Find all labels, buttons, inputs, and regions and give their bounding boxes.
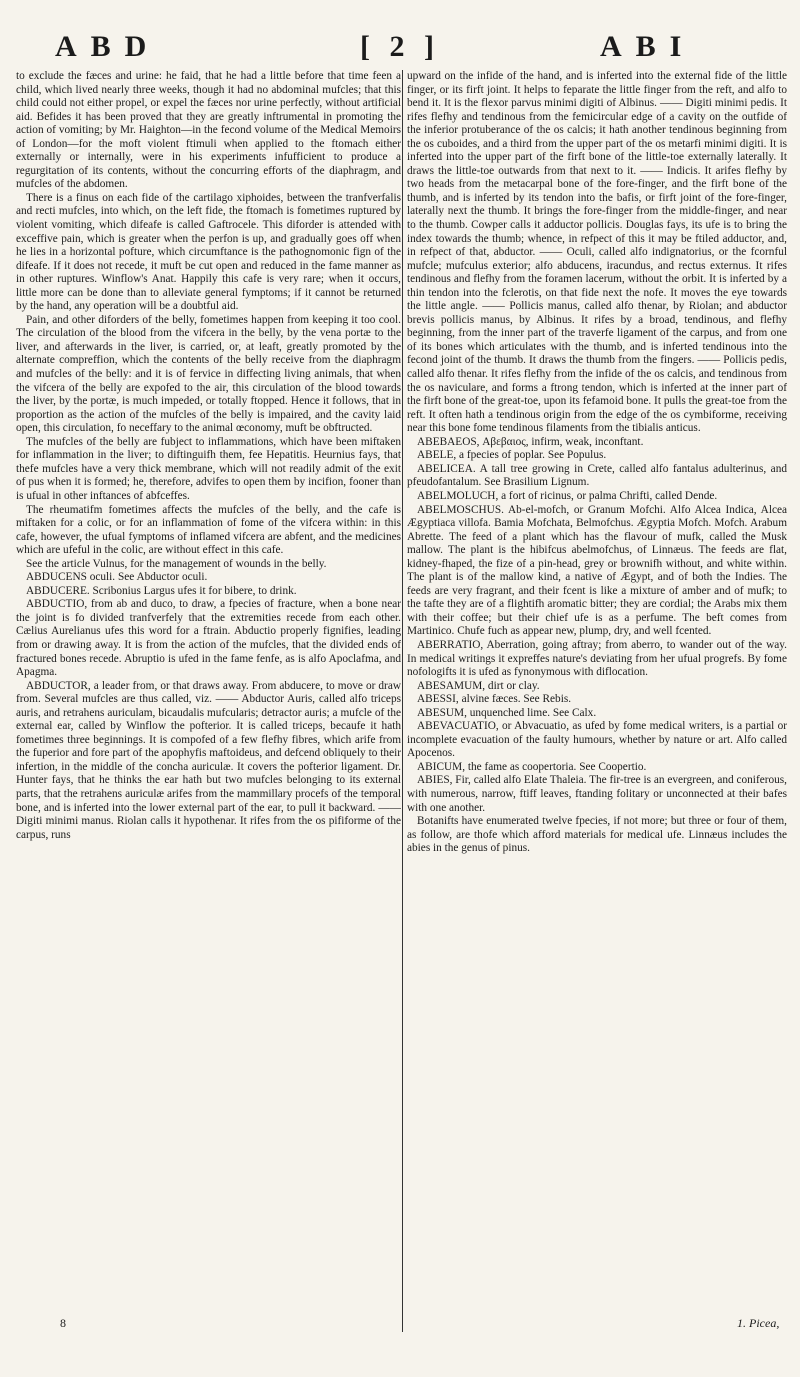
catchword: 1. Picea, [737,1316,780,1330]
entry-abicum: ABICUM, the fame as coopertoria. See Coopertio. [417,760,647,773]
paragraph: The rheumatifm fometimes affects the mufcles of the belly, and the cafe is miftaken for a colic, or for an inflammation of fome of the vifcera within: in this cafe, however, the ufual fymptoms of inflamed vifcera are abfent, and the medicines which are ufeful in the colic, are without effect in this cafe. [16,503,401,557]
paragraph: Botanifts have enumerated twelve fpecies, if not more; but three or four of them, as follow, are thofe which afford materials for medical ufe. Linnæus includes the abies in the genus of pinus. [407,815,787,855]
page-header [0,8,800,68]
paragraph: The mufcles of the belly are fubject to inflammations, which have been miftaken for inflammation in the liver; to diftinguifh them, fee Hepatitis. Heurnius fays, that thefe mufcles have a very thick membrane, which will not readily admit of the exit of pus when it is formed; he, therefore, advifes to open them by incifion, fooner than is ufual in other inftances of abfceffes. [16,435,401,502]
entry-abductio: ABDUCTIO, from ab and duco, to draw, a fpecies of fracture, when a bone near the joint is fo divided tranfverfely that the extremities recede from each other. Cælius Aurelianus ufes this word for a ftrain. Abductio properly fignifies, leading from or drawing away. It is from the action of the mufcles, that the divided ends of fractured bones recede. Abruptio is ufed in the fame fenfe, as is alfo Apoclafma, and Apagma. [16,598,401,679]
entry-abebaeos: ABEBAEOS, Αβεβαιος, infirm, weak, inconftant. [417,435,644,448]
paragraph: Pain, and other diforders of the belly, fometimes happen from keeping it too cool. The circulation of the blood from the vifcera in the belly, by the vena portæ to the liver, and afterwards in the liver, is carried, or, at leaft, greatly promoted by the alternate compreffion, which the contents of the belly receive from the diaphragm and mufcles of the belly: and it is of fervice in diffecting living animals, that when the vifcera of the belly are expofed to the air, this circulation of the blood towards the liver, by the portæ, is much impeded, or totally ftopped. Hence it follows, that in proportion as the action of the mufcles of the belly is impaired, and the cavity laid open, this circulation, fo neceffary to the animal œconomy, muft be obftructed. [16,313,401,435]
entry-abessi: ABESSI, alvine fæces. See Rebis. [417,693,572,706]
signature-mark: 8 [60,1316,66,1330]
entry-abelmoschus: ABELMOSCHUS. Ab-el-mofch, or Granum Mofchi. Alfo Alcea Indica, Alcea Ægyptiaca villofa. Bamia Mofchata, Belmofchus. Ægyptia Mofch. Mofch. Arabum Abrette. The feed of a plant which has the flavour of mufk, called the Musk mallow. The plant is the hibifcus abelmofchus, of Linnæus. The feeds are flat, kidney-fhaped, the fize of a pin-head, grey or brownifh without, and white within. The plant is of the mallow kind, a native of Ægypt, and of both the Indies. The feeds are very fragrant, and their fcent is like a mixture of amber and of mufk; to the tafte they are of a flightifh aromatic bitter; they are cordial; the Arabs mix them with their coffee; but their chief ufe is as a perfume. The beft comes from Martinico. Chufe fuch as appear new, plump, dry, and well fcented. [407,503,787,638]
running-head-right: ABI [600,30,696,63]
entry-abesamum: ABESAMUM, dirt or clay. [417,679,540,692]
entry-abele: ABELE, a fpecies of poplar. See Populus. [417,449,607,462]
column-divider [402,70,403,1332]
page-number: [ 2 ] [360,30,440,63]
entry-abducere: ABDUCERE. Scribonius Largus ufes it for bibere, to drink. [26,584,297,597]
paragraph: to exclude the fæces and urine: he faid, that he had a little before that time feen a child, which lived nearly three weeks, though it had no abdominal mufcles; that this child could not either propel, or expel the fæces nor urine perfectly, without artificial aid. Befides it has been proved that they are greatly inftrumental in promoting the action of vomiting; by Mr. Haighton—in the fecond volume of the Medical Memoirs of London—for the moft violent ftimuli when applied to the ftomach either externally or internally, were in his experiments infufficient to produce a regurgitation of its contents, without the concurring efforts of the diaphragm, and mufcles of the abdomen. [16,70,401,191]
entry-abelmoluch: ABELMOLUCH, a fort of ricinus, or palma Chrifti, called Dende. [417,489,718,502]
entry-abductor: ABDUCTOR, a leader from, or that draws away. From abducere, to move or draw from. Several mufcles are thus called, viz. —— Abductor Auris, called alfo triceps auris, and retrahens auriculam, bicaudalis mufcularis; detractor auris; a mufcle of the external ear, called by Winflow the pofterior. It is called triceps, becaufe it hath fometimes three beginnings. It is compofed of a few flefhy fibres, which arife from the fuperior and fore part of the apophyfis maftoideus, and defcend obliquely to their infertion, in the middle of the concha auriculæ. It covers the pofterior ligament. Dr. Hunter fays, that he thinks the ear hath but two mufcles belonging to its external parts, that the retrahens auriculæ arifes from the mammillary procefs of the temporal bone, and is inferted into the lower external part of the ear, to pull it backward. —— Digiti minimi manus. Riolan calls it hypothenar. It rifes from the os pififorme of the carpus, runs [16,679,401,841]
running-head-left: ABD [55,30,161,63]
entry-abducens: ABDUCENS oculi. See Abductor oculi. [26,571,208,584]
entry-abevacuatio: ABEVACUATIO, or Abvacuatio, as ufed by fome medical writers, is a partial or incomplete evacuation of the faulty humours, whether by nature or art. Alfo called Apocenos. [407,720,787,760]
entry-aberratio: ABERRATIO, Aberration, going aftray; from aberro, to wander out of the way. In medical writings it expreffes nature's deviating from her ufual progrefs. By fome nofologifts it is ufed as fynonymous with diflocation. [407,638,787,679]
paragraph: There is a finus on each fide of the cartilago xiphoides, between the tranfverfalis and recti mufcles, into which, on the left fide, the ftomach is fometimes ruptured by violent vomiting, which difeafe is called Gaftrocele. This diforder is attended with exceffive pain, which is greater when the perfon is up, and gradually goes off when he lies in a horizontal pofture, which circumftance is the pathognomonic fign of the difeafe. If it does not recede, it muft be cut open and reduced in the fame manner as in other ruptures. Winflow's Anat. Happily this cafe is very rare; when it occurs, little more can be done than to alleviate general fymptoms; if it cannot be returned by the hand, any operation will be a doubtful aid. [16,191,401,313]
entry-abelicea: ABELICEA. A tall tree growing in Crete, called alfo fantalus adulterinus, and pfeudofantalum. See Brasilium Lignum. [407,462,787,489]
paragraph: upward on the infide of the hand, and is inferted into the external fide of the little finger, or its firft joint. It helps to feparate the little finger from the reft, and alfo to bend it. It is the flexor parvus minimi digiti of Albinus. —— Digiti minimi pedis. It rifes flefhy and tendinous from the femicircular edge of a cavity on the outfide of the inferior protuberance of the os calcis; it hath another tendinous beginning from the os cuboides, and a third from the upper part of the os metarfi minimi digiti. It is inferted into the upper part of the firft bone of the little-toe externally laterally. It draws the little-toe outwards from that next to it. —— Indicis. It arifes flefhy by two heads from the metacarpal bone of the fore-finger, and the firft bone of the thumb, and is inferted by its tendon into the bafis, or firft joint of the fore-finger, laterally next the thumb. It brings the fore-finger from the middle-finger, and near to the thumb. Cowper calls it adductor pollicis. Douglas fays, its ufe is to bring the index towards the thumb; whence, in refpect of this it may be ftiled adductor, and, in refpect of that, abductor. —— Oculi, called alfo indignatorius, or the fcornful mufcle; mufculus exterior; alfo abducens, iracundus, and rectus externus. It rifes tendinous and flefhy from the foramen lacerum, without the orbit. It is inferted by a thin tendon into the fclerotis, on that fide next the nofe. It moves the eye towards the little angle. —— Pollicis manus, called alfo thenar, by Riolan; and abductor brevis pollicis manus, by Albinus. It rifes by a broad, tendinous, and flefhy beginning, from the inner part of the traverfe ligament of the carpus, and from one of its bones which articulates with the thumb, and is inferted tendinous into the fecond joint of the thumb. It draws the thumb from the fingers. —— Pollicis pedis, called alfo thenar. It rifes flefhy from the infide of the os calcis, and tendinous from the os naviculare, and forms a ftrong tendon, which is inferted at the inner part of the firft bone of the great-toe, upon its fefamoid bone. It pulls the great-toe from the reft. It often hath a tendinous origin from the edge of the os cymbiforme, receiving near this bone fome tendinous filaments from the tibialis anticus. [407,70,787,435]
entry-abesum: ABESUM, unquenched lime. See Calx. [417,706,597,719]
paragraph: See the article Vulnus, for the management of wounds in the belly. [26,557,327,570]
entry-abies: ABIES, Fir, called alfo Elate Thaleia. The fir-tree is an evergreen, and coniferous, with numerous, narrow, ftiff leaves, ftanding folitary or unconnected at their bafes with one another. [407,774,787,814]
left-column [16,70,401,1360]
right-column [407,70,787,1360]
